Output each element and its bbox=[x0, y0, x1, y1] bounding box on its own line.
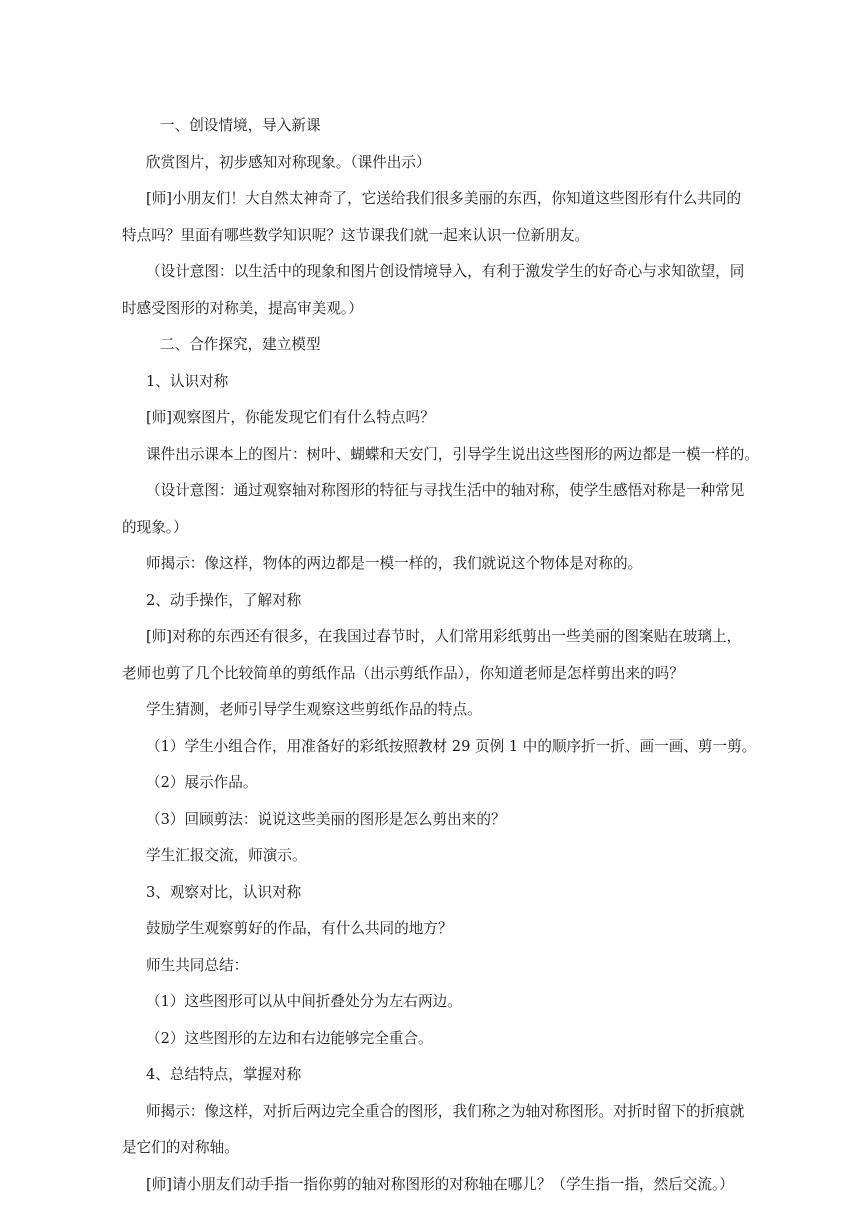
paragraph: 学生猜测，老师引导学生观察这些剪纸作品的特点。 bbox=[146, 701, 482, 718]
design-intent-note: （设计意图：通过观察轴对称图形的特征与寻找生活中的轴对称，使学生感悟对称是一种常见 bbox=[146, 482, 745, 499]
paragraph: 课件出示课本上的图片：树叶、蝴蝶和天安门，引导学生说出这些图形的两边都是一模一样的。 bbox=[146, 445, 759, 463]
list-item: （3）回顾剪法：说说这些美丽的图形是怎么剪出来的？ bbox=[146, 810, 506, 828]
list-item: （2）这些图形的左边和右边能够完全重合。 bbox=[146, 1029, 433, 1047]
paragraph: 师揭示：像这样，对折后两边完全重合的图形，我们称之为轴对称图形。对折时留下的折痕就 bbox=[146, 1102, 745, 1120]
design-intent-note: （设计意图：以生活中的现象和图片创设情境导入，有利于激发学生的好奇心与求知欲望，同 bbox=[146, 263, 745, 280]
subheading-1: 1、认识对称 bbox=[146, 372, 229, 390]
subheading-2: 2、动手操作，了解对称 bbox=[146, 591, 302, 609]
list-item: （1）这些图形可以从中间折叠处分为左右两边。 bbox=[146, 993, 462, 1010]
paragraph-continuation: 特点吗？里面有哪些数学知识呢？这节课我们就一起来认识一位新朋友。 bbox=[122, 226, 590, 244]
subheading-4: 4、总结特点，掌握对称 bbox=[146, 1066, 302, 1083]
paragraph: [师]请小朋友们动手指一指你剪的轴对称图形的对称轴在哪儿？（学生指一指，然后交流。） bbox=[146, 1175, 734, 1193]
list-item: （2）展示作品。 bbox=[146, 774, 258, 791]
paragraph: 师生共同总结： bbox=[146, 956, 249, 974]
paragraph-continuation: 老师也剪了几个比较简单的剪纸作品（出示剪纸作品），你知道老师是怎样剪出来的吗？ bbox=[122, 664, 684, 682]
section-heading-2: 二、合作探究，建立模型 bbox=[160, 336, 321, 353]
list-item: （1）学生小组合作，用准备好的彩纸按照教材 29 页例 1 中的顺序折一折、画一画、剪一剪。 bbox=[146, 737, 757, 755]
paragraph: [师]小朋友们！大自然太神奇了，它送给我们很多美丽的东西，你知道这些图形有什么共同的 bbox=[146, 190, 742, 207]
design-intent-note-continuation: 时感受图形的对称美，提高审美观。） bbox=[122, 299, 363, 317]
paragraph: [师]观察图片，你能发现它们有什么特点吗？ bbox=[146, 409, 435, 426]
paragraph: 鼓励学生观察剪好的作品，有什么共同的地方？ bbox=[146, 920, 453, 937]
paragraph-continuation: 是它们的对称轴。 bbox=[122, 1139, 239, 1156]
paragraph: 欣赏图片，初步感知对称现象。（课件出示） bbox=[146, 153, 431, 171]
lesson-plan-body bbox=[122, 108, 772, 1203]
paragraph: 学生汇报交流，师演示。 bbox=[146, 847, 307, 864]
paragraph: 师揭示：像这样，物体的两边都是一模一样的，我们就说这个物体是对称的。 bbox=[146, 555, 643, 572]
subheading-3: 3、观察对比，认识对称 bbox=[146, 883, 302, 901]
section-heading-1: 一、创设情境，导入新课 bbox=[160, 117, 321, 134]
paragraph: [师]对称的东西还有很多，在我国过春节时，人们常用彩纸剪出一些美丽的图案贴在玻璃上， bbox=[146, 628, 742, 645]
design-intent-note-continuation: 的现象。） bbox=[122, 518, 188, 536]
